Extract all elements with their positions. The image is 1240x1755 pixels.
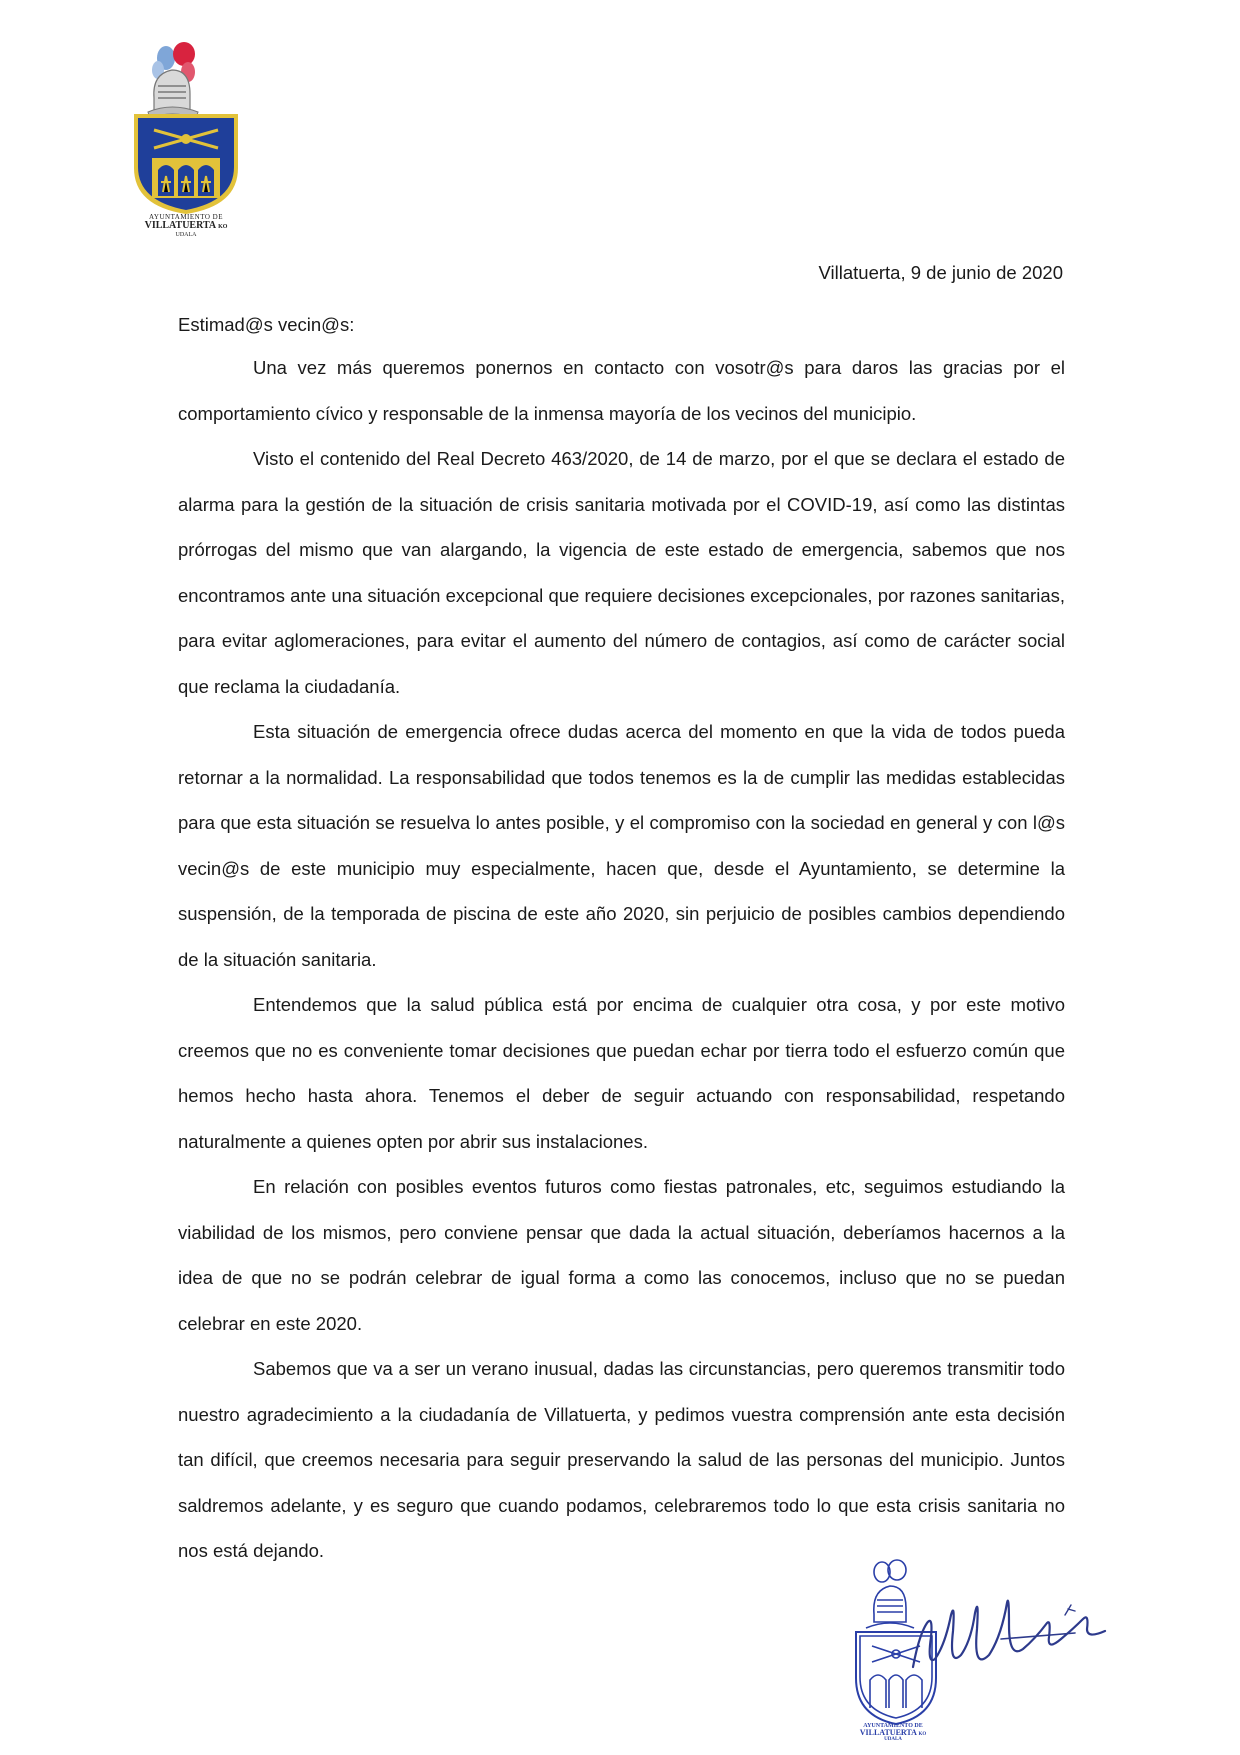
crest-caption-line2 [120,221,252,232]
paragraph-real-decreto: Visto el contenido del Real Decreto 463/2020, de 14 de marzo, por el que se declara el estado de alarma para la gestión de la situación de crisis sanitaria motivada por el COVID-19, así como las distintas prórrogas del mismo que van alargando, la vigencia de este estado de emergencia, sabemos que nos encontramos ante una situación excepcional que requiere decisiones excepcionales, por razones sanitarias, para evitar aglomeraciones, para evitar el aumento del número de contagios, así como de carácter social que reclama la ciudadanía. [178,448,1065,697]
stamp-caption-name: VILLATUERTA [859,1728,917,1737]
crest-caption-line3: UDALA [175,231,197,238]
stamp-caption [838,1723,948,1742]
stamp-caption-suffix: KO [918,1732,927,1737]
letter-greeting: Estimad@s vecin@s: [178,314,355,335]
paragraph-thanks: Una vez más queremos ponernos en contacto con vosotr@s para daros las gracias por el comportamiento cívico y responsable de la inmensa mayoría de los vecinos del municipio. [178,357,1065,424]
crest-caption [120,214,252,238]
stamp-caption-line1: AYUNTAMIENTO DE [863,1723,923,1729]
signature [905,1575,1110,1695]
stamp-caption-line3: UDALA [884,1737,902,1742]
paragraph-public-health: Entendemos que la salud pública está por encima de cualquier otra cosa, y por este motivo creemos que no es conveniente tomar decisiones que puedan echar por tierra todo el esfuerzo común que hemos hecho hasta ahora. Tenemos el deber de seguir actuando con responsabilidad, respetando naturalmente a quienes opten por abrir sus instalaciones. [178,994,1065,1152]
stamp-caption-line2 [838,1729,948,1737]
letter-body [178,305,1065,1574]
paragraph-closing: Sabemos que va a ser un verano inusual, dadas las circunstancias, pero queremos transmitir todo nuestro agradecimiento a la ciudadanía de Villatuerta, y pedimos vuestra comprensión ante esta decisión tan difícil, que creemos necesaria para seguir preservando la salud de las personas del municipio. Juntos saldremos adelante, y es seguro que cuando podamos, celebraremos todo lo que esta crisis sanitaria no nos está dejando. [178,1358,1065,1561]
crest-caption-suffix: KO [218,224,228,231]
paragraph-pool-suspension: Esta situación de emergencia ofrece dudas acerca del momento en que la vida de todos pueda retornar a la normalidad. La responsabilidad que todos tenemos es la de cumplir las medidas establecidas para que esta situación se resuelva lo antes posible, y el compromiso con la sociedad en general y con l@s vecin@s de este municipio muy especialmente, hacen que, desde el Ayuntamiento, se determine la suspensión, de la temporada de piscina de este año 2020, sin perjuicio de posibles cambios dependiendo de la situación sanitaria. [178,721,1065,970]
paragraph-future-events: En relación con posibles eventos futuros como fiestas patronales, etc, seguimos estudiando la viabilidad de los mismos, pero conviene pensar que dada la actual situación, deberíamos hacernos a la idea de que no se podrán celebrar de igual forma a como las conocemos, incluso que no se puedan celebrar en este 2020. [178,1176,1065,1334]
crest-caption-name: VILLATUERTA [144,220,216,232]
crest-caption-line1: AYUNTAMIENTO DE [148,213,224,221]
letter-date: Villatuerta, 9 de junio de 2020 [818,262,1063,283]
